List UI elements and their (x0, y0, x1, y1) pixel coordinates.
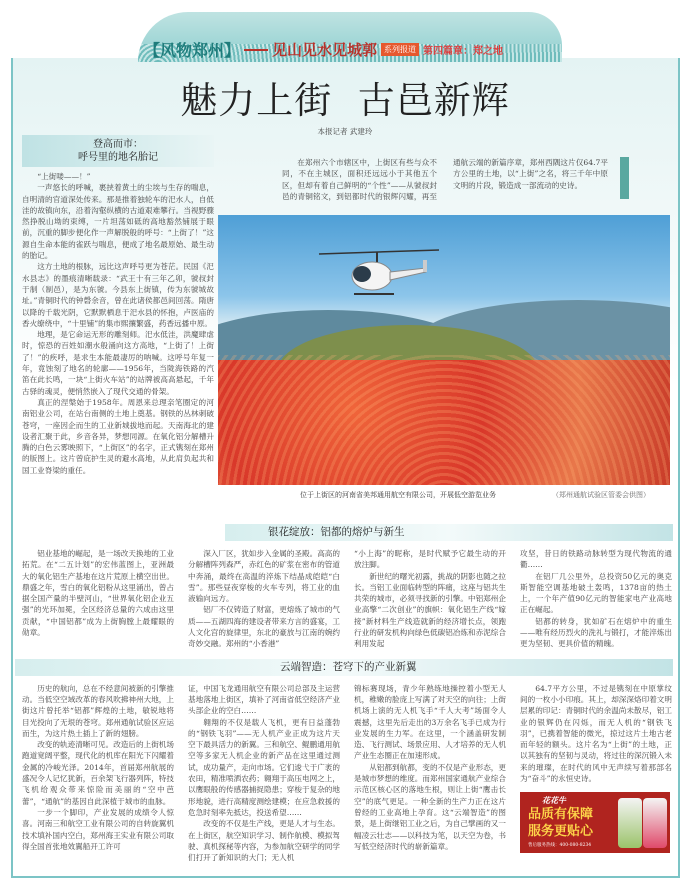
paragraph: 64.7平方公里，不过是镌刻在中原掌纹间的一枚小小印痕。其上，却深深烙印着文明层累的印记：青铜时代的余温尚未散尽，铝工业的银辉仍在闪烁，而无人机的“钢铁飞羽”，已携着智能的微光，掠过这片土地古老而年轻的额头。这片名为“上街”的土地，正以其独有的坚韧与灵动，将过往的深沉锻入未来的璀璨，在时代的风中无声续写着那部名为“奋斗”的永恒史诗。 (520, 683, 672, 784)
part3-column (354, 683, 506, 864)
series-title: 见山见水见城郭 (272, 41, 378, 59)
heading-line: 登高而市： (93, 139, 143, 150)
part3-column (22, 683, 174, 864)
part2-column (520, 548, 672, 650)
paragraph: 地理，是它命运无形的雕刻师。汜水低洼，洪魔肆虐时，惊恐的百姓如潮水般涌向这方高地，“上街了！上街了！”的疾呼，是求生本能最凄厉的呐喊。这呼号年复一年，竟蚀刻了地名的轮廓——1956年，当陇海铁路的汽笛在此长鸣，一块“上街火车站”的站牌被高高悬起，千年古驿的魂灵，便悄然嵌入了现代交通的骨架。 (22, 330, 214, 396)
paragraph: 攻坚，昔日的铁路动脉转型为现代物流的通衢…… (520, 549, 672, 570)
accent-bar (620, 157, 629, 199)
ad-hotline: 售后服务热线：400-080-8234 (528, 843, 592, 849)
part2-column (188, 548, 340, 650)
photo-helicopter-autumn (218, 215, 670, 485)
photo-caption: 位于上街区的河南省美邦通用航空有限公司，开展低空游览业务 (300, 491, 496, 499)
paragraph: “上街喽——！” (37, 172, 91, 181)
paragraph: 改变的轨迹清晰可见。改造后的上街机场跑道宽阔平整，现代化的机库在阳光下闪耀着金属的冷峻光泽。2014年，首届郑州航展的盛况令人记忆犹新，百余架飞行器列阵，特技飞机给观众带来惊险而美丽的“空中芭蕾”，“通航”的基因自此深植于城市的血脉。 (22, 740, 174, 806)
part2-columns (15, 548, 673, 650)
foliage-texture (218, 355, 670, 485)
paragraph: 铝业基地的崛起，是一场改天换地的工业拓荒。在“二五计划”的宏伟蓝图上，亚洲最大的氧化铝生产基地在这片荒原上横空出世。鼎盛之年，雪白的氧化铝粉从这里涌出，曾占据全国产量的半壁河山，“世界氧化铝企业五强”的光环加冕，全区经济总量的六成由这里贡献，“中国铝都”成为上街胸膛上最耀眼的勋章。 (22, 549, 174, 638)
part3-column (520, 683, 672, 864)
advertisement[interactable] (520, 792, 670, 853)
section-heading-1 (22, 135, 214, 167)
ad-line-2: 服务更贴心 (528, 824, 594, 840)
column-name: 【风物郑州】 (144, 41, 241, 60)
paragraph: 历史的航向，总在不经意间被新的引擎推动。当低空空域改革的春风吹拂神州大地，上街这片曾托举“铝都”辉煌的土地，敏锐地将目光投向了无垠的苍穹。郑州通航试验区应运而生，为这片热土插上了新的翅膀。 (22, 683, 174, 738)
ad-line-1: 品质有保障 (528, 807, 594, 823)
paragraph: 铝厂不仅铸造了财富，更熔炼了城市的气质——五湖四海的建设者带来方言的盛宴，工人文化宫的旋律里，东北的豪放与江南的婉约奇妙交融。郑州的“小香港” (188, 605, 340, 649)
part2-column (354, 548, 506, 650)
helicopter-icon (314, 248, 444, 308)
heading-line: 呼号里的地名胎记 (78, 152, 158, 163)
paragraph: 在铝厂几公里外，总投资50亿元的奥克斯智能空调基地破土轰鸣，1378亩的热土上，一个年产值90亿元的智能家电产业高地正在崛起。 (520, 571, 672, 615)
headline: 魅力上街 古邑新辉 (180, 79, 510, 122)
lower-sections (15, 524, 673, 872)
chapter-label: 第四篇章：郑之地 (423, 46, 504, 57)
part3-column (188, 683, 340, 864)
banner-row (144, 38, 558, 61)
paragraph: 新世纪的曙光初露，挑战的阴影也随之拉长。当铝工业面临转型的阵痛，这座与铝共生共荣的城市，必须寻找新的引擎。中铝郑州企业高擎“二次创业”的旗帜：氧化铝生产线“嫁接”新材料生产线造就新的经济增长点，领跑行业的研发机构向绿色低碳铝冶炼和赤泥综合利用发起 (354, 571, 506, 649)
product-green-icon (618, 798, 642, 848)
paragraph: 一步一个脚印，产业发展的成绩令人惊喜。河南三和航空工业有限公司的自转旋翼机技术填补国内空白，郑州海王实业有限公司取得全国首张地效翼船开工许可 (22, 807, 174, 851)
paragraph: 深入厂区，犹如步入金属的圣殿。高高的分解槽阵列森严，赤红色的矿浆在密布的管道中奔涌，最终在高温的淬炼下结晶成皑皑“白雪”。那些昼夜穿梭的火车专列，将工业的血液输向远方。 (188, 549, 340, 604)
intro-text: 在郑州六个市辖区中，上街区有些与众不同，不在主城区，面积还远远小于其他五个区，但却有着自己鲜明的“个性”——从虢叔封邑的青铜铭文，到铝都时代的银辉闪耀，再至通航云端的新篇序章，郑州西隅这片仅64.7平方公里的土地，以“上街”之名，将三千年中原文明的片段，锻造成一部流动的史诗。 (282, 158, 608, 201)
intro (282, 157, 608, 202)
divider (244, 49, 268, 51)
paragraph: 锦标赛现场，青少年熟练地操控着小型无人机，稚嫩的脸庞上写满了对天空的向往；上街机场上演的无人机飞手“千人大考”场面令人震撼，这里先后走出的3万余名飞手已成为行业发展的生力军。在这里，一个涵盖研发制造、飞行测试、场景应用、人才培养的无人机产业生态圈正在加速形成。 (354, 683, 506, 761)
series-banner (138, 12, 562, 62)
paragraph: 从铝都到航都，变的不仅是产业形态，更是城市梦想的维度。而郑州国家通航产业综合示范区核心区的落地生根，则让上街“鹰击长空”的底气更足。一种全新的生产力正在这片曾经的工业高地上孕育。这“云端智造”的图景，是上街继铝工业之后，为自己擘画的又一幅凌云壮志——以科技为笔，以天空为卷，书写低空经济时代的崭新篇章。 (354, 762, 506, 851)
series-tag: 系列报道 (381, 43, 419, 56)
product-red-icon (643, 798, 667, 848)
paragraph: 翱翔的不仅是载人飞机，更有日益蓬勃的“钢铁飞羽”——无人机产业正成为这片天空下最具活力的新翼。三和航空、鲲鹏通用航空等多家无人机企业的新产品在这里通过测试，成功量产，走向市场。它们逡弋于广袤的农田，精准喷洒农药；翱翔于高压电网之上，以鹰眼般的传感器捕捉隐患；穿梭于复杂的地形地貌，进行高精度测绘建模；在应急救援的危急时刻率先抵达，投送希望…… (188, 717, 340, 817)
section-heading-2: 银花绽放：铝都的熔炉与新生 (225, 524, 673, 541)
paragraph: 证，中国飞龙通用航空有限公司总部及主运营基地落地上街区，填补了河南省低空经济产业头部企业的空白…… (188, 683, 340, 716)
paragraph: 一声悠长的呼喊，裹挟着黄土的尘埃与生存的喘息，自明清的官道深处传来。那是推着独轮车的汜水人，自低洼的故镇向东，沿着沟壑纵横的古道艰难攀行。当视野骤然挣脱山坳的束缚，一片坦荡如砥的高地豁然铺展于眼前，沉重的脚步便化作一声解脱般的呼号：“上街了！”这源自生命本能的雀跃与喘息，便成了地名最原始、最生动的胎记。 (22, 183, 214, 261)
paragraph: “小上海”的昵称，是时代赋予它最生动的开放注脚。 (354, 549, 506, 570)
part1-body (22, 171, 214, 476)
paragraph: 这方土地的根脉，远比这声呼号更为苍茫。民国《汜水县志》的墨痕清晰载录：“武王十有三年乙卯，虢叔封于制（制邑），是为东虢。今县东上街镇，传为东虢城故址。”青铜时代的钟磬余音，曾在此诸侯都邑间回荡。隋唐以降的千载光阴，它默默栖息于汜水县的怀抱，卢医庙的香火缭绕中，“十里铺”的集市熙攘繁盛，药香远播中原。 (22, 262, 214, 328)
part2-column (22, 548, 174, 650)
paragraph: 改变的不仅是生产线，更是人才与生态。在上街区，航空知识学习、制作航模、模拟驾驶、真机探秘等内容，为参加航空研学的同学们打开了新知识的大门；无人机 (188, 819, 340, 863)
paragraph: 真正的涅槃始于1958年。周恩来总理亲笔圈定的河南铝业公司，在站台南侧的土地上奠基。钢铁的丛林刺破苍穹，一座因企而生的工业新城拔地而起。天南海北的建设者汇聚于此，乡音各异，梦想同源。在氧化铝分解槽升腾的白色云雾映照下，“上街区”的名字，正式镌刻在郑州的版图上。这片曾庇护生灵的避水高地，从此肩负起共和国工业脊梁的重任。 (22, 397, 214, 475)
section-heading-3: 云端智造：苍穹下的产业新翼 (15, 659, 673, 676)
paragraph: 铝都的转身，犹如矿石在熔炉中的重生——唯有经历烈火的洗礼与锻打，才能淬炼出更为坚韧、更具价值的精魄。 (520, 616, 672, 649)
byline: 本报记者 武建玲 (317, 127, 373, 136)
part3-columns (15, 683, 673, 864)
photo-credit: （郑州通航试验区管委会供图） (552, 491, 650, 499)
ad-brand: 花花牛 (542, 795, 566, 806)
